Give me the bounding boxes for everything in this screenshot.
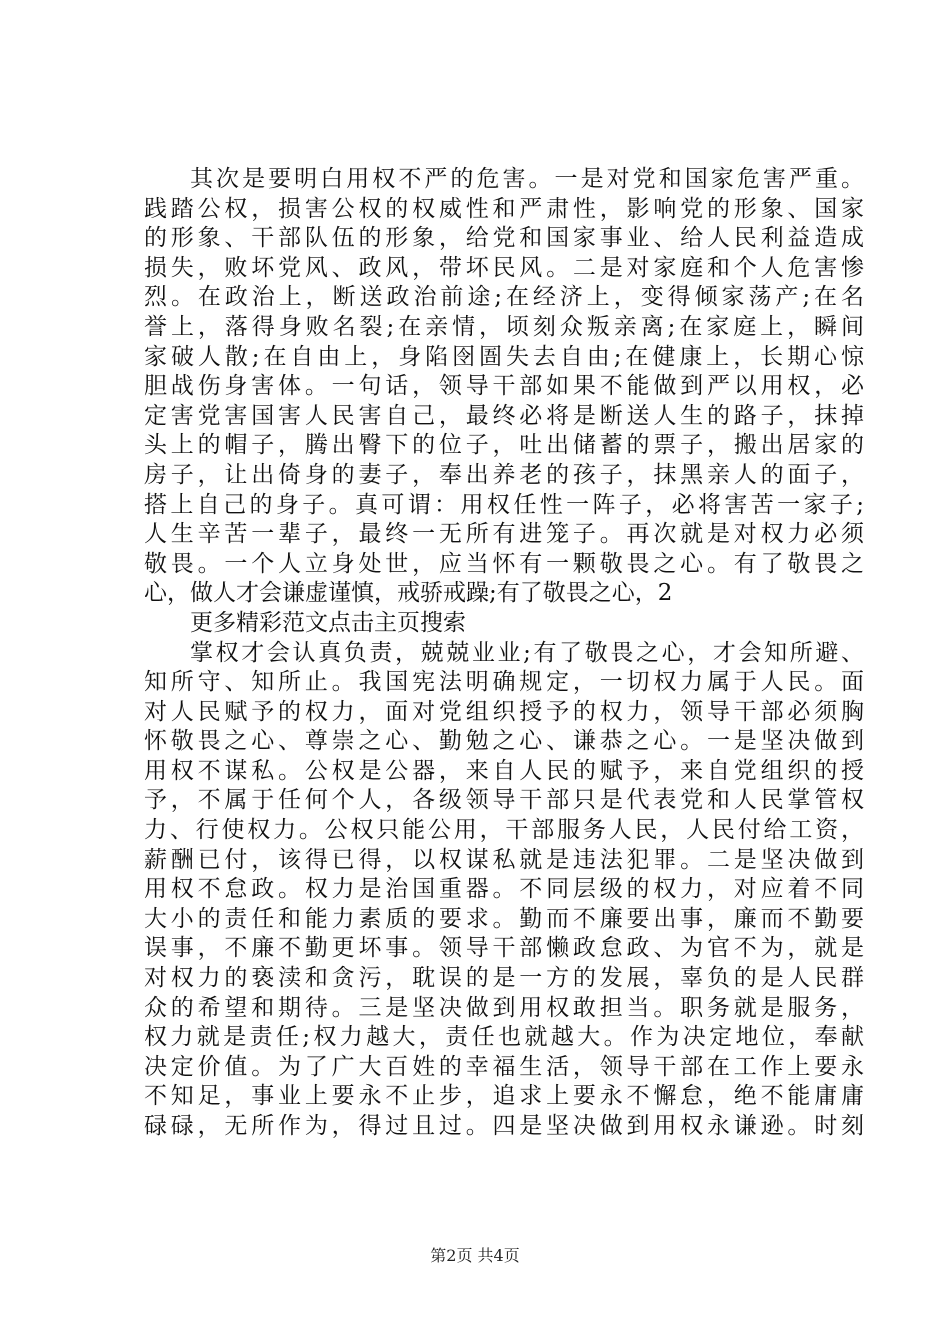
text-line: 用权不怠政。权力是治国重器。不同层级的权力，对应着不同 xyxy=(144,876,864,903)
text-line: 怀敬畏之心、尊崇之心、勤勉之心、谦恭之心。一是坚决做到 xyxy=(144,728,864,755)
text-line: 大小的责任和能力素质的要求。勤而不廉要出事，廉而不勤要 xyxy=(144,905,864,932)
text-line: 搭上自己的身子。真可谓：用权任性一阵子，必将害苦一家子; xyxy=(144,491,864,518)
text-line: 予，不属于任何个人，各级领导干部只是代表党和人民掌管权 xyxy=(144,787,864,814)
text-line: 损失，败坏党风、政风，带坏民风。二是对家庭和个人危害惨 xyxy=(144,254,864,281)
text-line: 力、行使权力。公权只能公用，干部服务人民，人民付给工资， xyxy=(144,817,864,844)
text-line: 头上的帽子，腾出臀下的位子，吐出储蓄的票子，搬出居家的 xyxy=(144,432,864,459)
text-line: 誉上，落得身败名裂;在亲情，顷刻众叛亲离;在家庭上，瞬间 xyxy=(144,313,864,340)
text-line: 敬畏。一个人立身处世，应当怀有一颗敬畏之心。有了敬畏之 xyxy=(144,550,864,577)
text-line: 薪酬已付，该得已得，以权谋私就是违法犯罪。二是坚决做到 xyxy=(144,846,864,873)
text-line: 其次是要明白用权不严的危害。一是对党和国家危害严重。 xyxy=(190,166,864,192)
text-line: 用权不谋私。公权是公器，来自人民的赋予，来自党组织的授 xyxy=(144,757,864,784)
text-line: 决定价值。为了广大百姓的幸福生活，领导干部在工作上要永 xyxy=(144,1053,864,1080)
text-line: 家破人散;在自由上，身陷囹圄失去自由;在健康上，长期心惊 xyxy=(144,343,864,370)
text-line: 心，做人才会谦虚谨慎，戒骄戒躁;有了敬畏之心，2 xyxy=(144,580,673,607)
text-line: 定害党害国害人民害自己，最终必将是断送人生的路子，抹掉 xyxy=(144,402,864,429)
text-line: 权力就是责任;权力越大，责任也就越大。作为决定地位，奉献 xyxy=(144,1024,864,1051)
text-line: 人生辛苦一辈子，最终一无所有进笼子。再次就是对权力必须 xyxy=(144,521,864,548)
text-line: 对权力的亵渎和贪污，耽误的是一方的发展，辜负的是人民群 xyxy=(144,965,864,992)
page-number: 第2页 共4页 xyxy=(430,1246,520,1265)
text-line: 对人民赋予的权力，面对党组织授予的权力，领导干部必须胸 xyxy=(144,698,864,725)
body-text xyxy=(144,165,864,1142)
text-line: 众的希望和期待。三是坚决做到用权敢担当。职务就是服务， xyxy=(144,994,864,1021)
text-line: 不知足，事业上要永不止步，追求上要永不懈怠，绝不能庸庸 xyxy=(144,1083,864,1110)
text-line: 房子，让出倚身的妻子，奉出养老的孩子，抹黑亲人的面子， xyxy=(144,461,864,488)
page-footer xyxy=(0,1246,950,1266)
text-line: 胆战伤身害体。一句话，领导干部如果不能做到严以用权，必 xyxy=(144,373,864,400)
promo-line: 更多精彩范文点击主页搜索 xyxy=(190,609,466,636)
text-line: 误事，不廉不勤更坏事。领导干部懒政怠政、为官不为，就是 xyxy=(144,935,864,962)
text-line: 碌碌，无所作为，得过且过。四是坚决做到用权永谦逊。时刻 xyxy=(144,1113,864,1139)
text-line: 掌权才会认真负责，兢兢业业;有了敬畏之心，才会知所避、 xyxy=(190,639,864,666)
text-line: 烈。在政治上，断送政治前途;在经济上，变得倾家荡产;在名 xyxy=(144,284,864,311)
text-line: 知所守、知所止。我国宪法明确规定，一切权力属于人民。面 xyxy=(144,669,864,696)
text-line: 践踏公权，损害公权的权威性和严肃性，影响党的形象、国家 xyxy=(144,195,864,222)
text-line: 的形象、干部队伍的形象，给党和国家事业、给人民利益造成 xyxy=(144,225,864,252)
